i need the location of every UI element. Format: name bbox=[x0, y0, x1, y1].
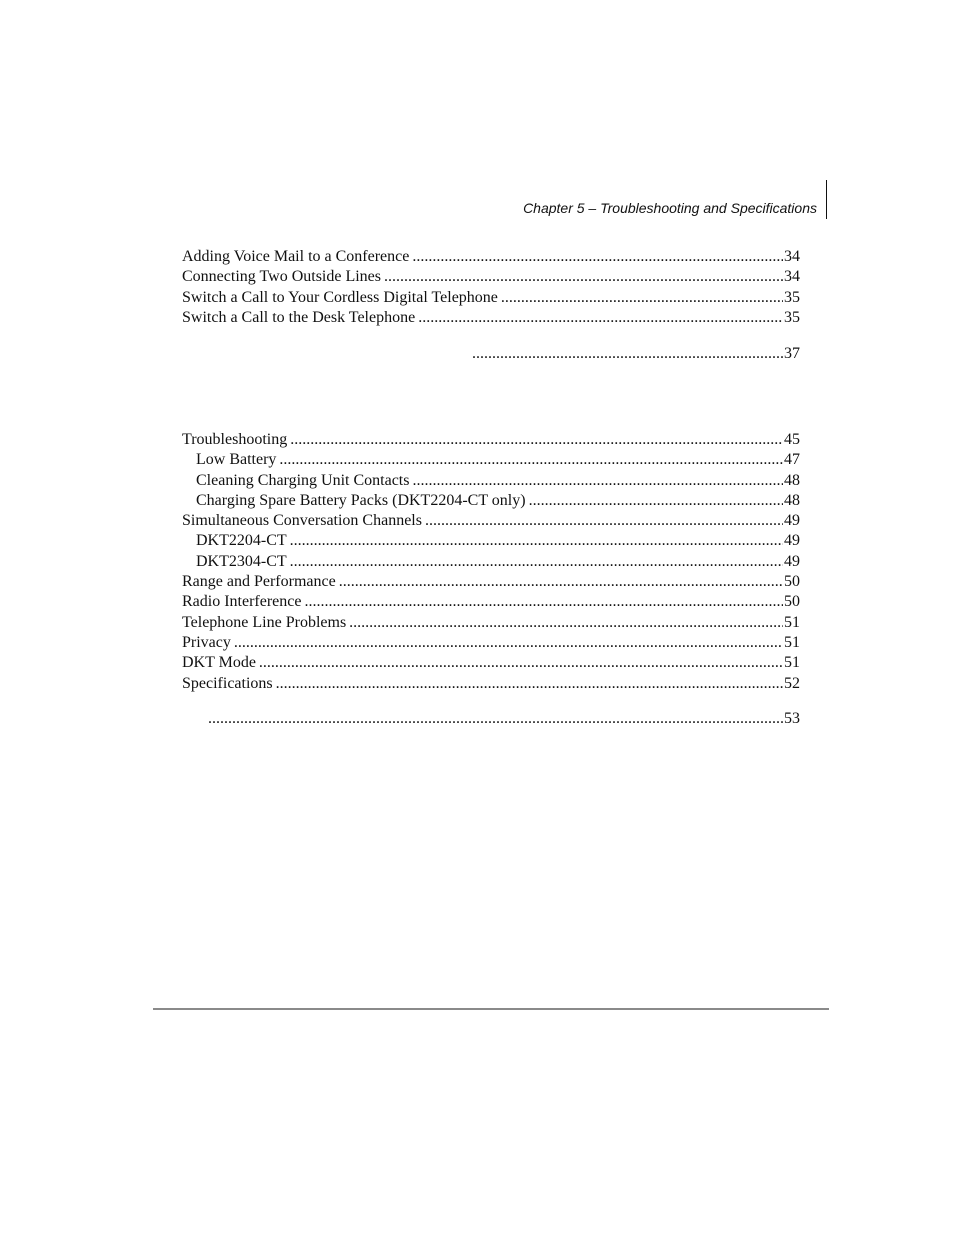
toc-dot-leader bbox=[276, 674, 783, 694]
toc-entry-title: Low Battery bbox=[196, 451, 277, 469]
toc-entry-page: 52 bbox=[784, 674, 800, 692]
toc-entry-title: Connecting Two Outside Lines bbox=[182, 268, 382, 286]
toc-entry bbox=[182, 633, 800, 653]
toc-entry-page: 48 bbox=[784, 491, 800, 509]
toc-subentry bbox=[182, 471, 800, 491]
toc-dot-leader bbox=[501, 288, 783, 308]
toc-entry-title: Radio Interference bbox=[182, 593, 302, 611]
toc-dot-leader bbox=[418, 308, 783, 328]
toc-entry-page: 51 bbox=[784, 613, 800, 631]
toc-entry bbox=[182, 288, 800, 308]
toc-entry-page: 34 bbox=[784, 248, 800, 265]
toc-dot-leader bbox=[290, 552, 783, 572]
toc-section-1 bbox=[182, 247, 800, 328]
toc-entry-title: Range and Performance bbox=[182, 573, 336, 591]
toc-entry-page: 50 bbox=[784, 593, 800, 611]
toc-entry bbox=[182, 430, 800, 450]
toc-entry bbox=[182, 308, 800, 328]
toc-entry-title: Switch a Call to Your Cordless Digital Telephone bbox=[182, 288, 498, 306]
toc-entry-page: 45 bbox=[784, 431, 800, 448]
header-rule bbox=[826, 180, 827, 219]
toc-dot-leader bbox=[425, 511, 783, 531]
toc-entry-page: 50 bbox=[784, 573, 800, 591]
toc-entry-page: 49 bbox=[784, 532, 800, 550]
toc-entry-page: 37 bbox=[784, 345, 800, 362]
toc-dot-leader bbox=[259, 653, 783, 673]
toc-dot-leader bbox=[529, 491, 783, 511]
toc-entry-title: DKT Mode bbox=[182, 654, 256, 672]
toc-entry-page: 34 bbox=[784, 268, 800, 286]
footer-rule bbox=[153, 1008, 829, 1010]
toc-dot-leader bbox=[349, 613, 783, 633]
toc-entry bbox=[182, 511, 800, 531]
toc-dot-leader bbox=[339, 572, 783, 592]
toc-entry-page: 51 bbox=[784, 633, 800, 651]
toc-subentry bbox=[182, 450, 800, 470]
toc-dot-leader bbox=[412, 471, 783, 491]
toc-entry-page: 35 bbox=[784, 308, 800, 326]
toc-entry bbox=[182, 572, 800, 592]
toc-entry bbox=[208, 709, 800, 729]
toc-dot-leader bbox=[208, 709, 783, 729]
toc-entry-page: 49 bbox=[784, 512, 800, 530]
toc-entry bbox=[472, 344, 800, 364]
toc-subentry bbox=[182, 552, 800, 572]
toc-entry bbox=[182, 613, 800, 633]
toc-subentry bbox=[182, 491, 800, 511]
toc-entry-title: Charging Spare Battery Packs (DKT2204-CT only) bbox=[196, 491, 526, 509]
toc-entry-page: 51 bbox=[784, 654, 800, 672]
toc-entry-title: Simultaneous Conversation Channels bbox=[182, 512, 422, 530]
toc-subentry bbox=[182, 531, 800, 551]
toc-entry-title: Privacy bbox=[182, 633, 231, 651]
toc-entry bbox=[182, 674, 800, 694]
toc-entry-title: DKT2304-CT bbox=[196, 552, 287, 570]
toc-dot-leader bbox=[412, 247, 783, 267]
toc-entry-title: Troubleshooting bbox=[182, 431, 288, 448]
toc-entry bbox=[182, 592, 800, 612]
toc-section-2 bbox=[182, 430, 800, 694]
toc-entry-page: 48 bbox=[784, 471, 800, 489]
toc-dot-leader bbox=[384, 267, 783, 287]
toc-chapter-entry bbox=[472, 344, 800, 364]
toc-entry-title: Telephone Line Problems bbox=[182, 613, 347, 631]
toc-entry-title: Specifications bbox=[182, 674, 273, 692]
toc-entry-page: 35 bbox=[784, 288, 800, 306]
toc-dot-leader bbox=[290, 531, 783, 551]
toc-dot-leader bbox=[472, 344, 783, 364]
toc-dot-leader bbox=[304, 592, 783, 612]
toc-dot-leader bbox=[234, 633, 783, 653]
toc-entry bbox=[182, 247, 800, 267]
running-header: Chapter 5 – Troubleshooting and Specifications bbox=[523, 200, 817, 216]
toc-entry bbox=[182, 653, 800, 673]
toc-entry-page: 53 bbox=[784, 710, 800, 727]
toc-entry-title: Switch a Call to the Desk Telephone bbox=[182, 308, 416, 326]
toc-entry-title: DKT2204-CT bbox=[196, 532, 287, 550]
toc-entry-page: 47 bbox=[784, 451, 800, 469]
toc-appendix-entry bbox=[208, 709, 800, 729]
toc-dot-leader bbox=[290, 430, 783, 450]
toc-entry-page: 49 bbox=[784, 552, 800, 570]
toc-dot-leader bbox=[279, 450, 783, 470]
toc-entry-title: Cleaning Charging Unit Contacts bbox=[196, 471, 410, 489]
toc-entry-title: Adding Voice Mail to a Conference bbox=[182, 248, 410, 265]
toc-entry bbox=[182, 267, 800, 287]
